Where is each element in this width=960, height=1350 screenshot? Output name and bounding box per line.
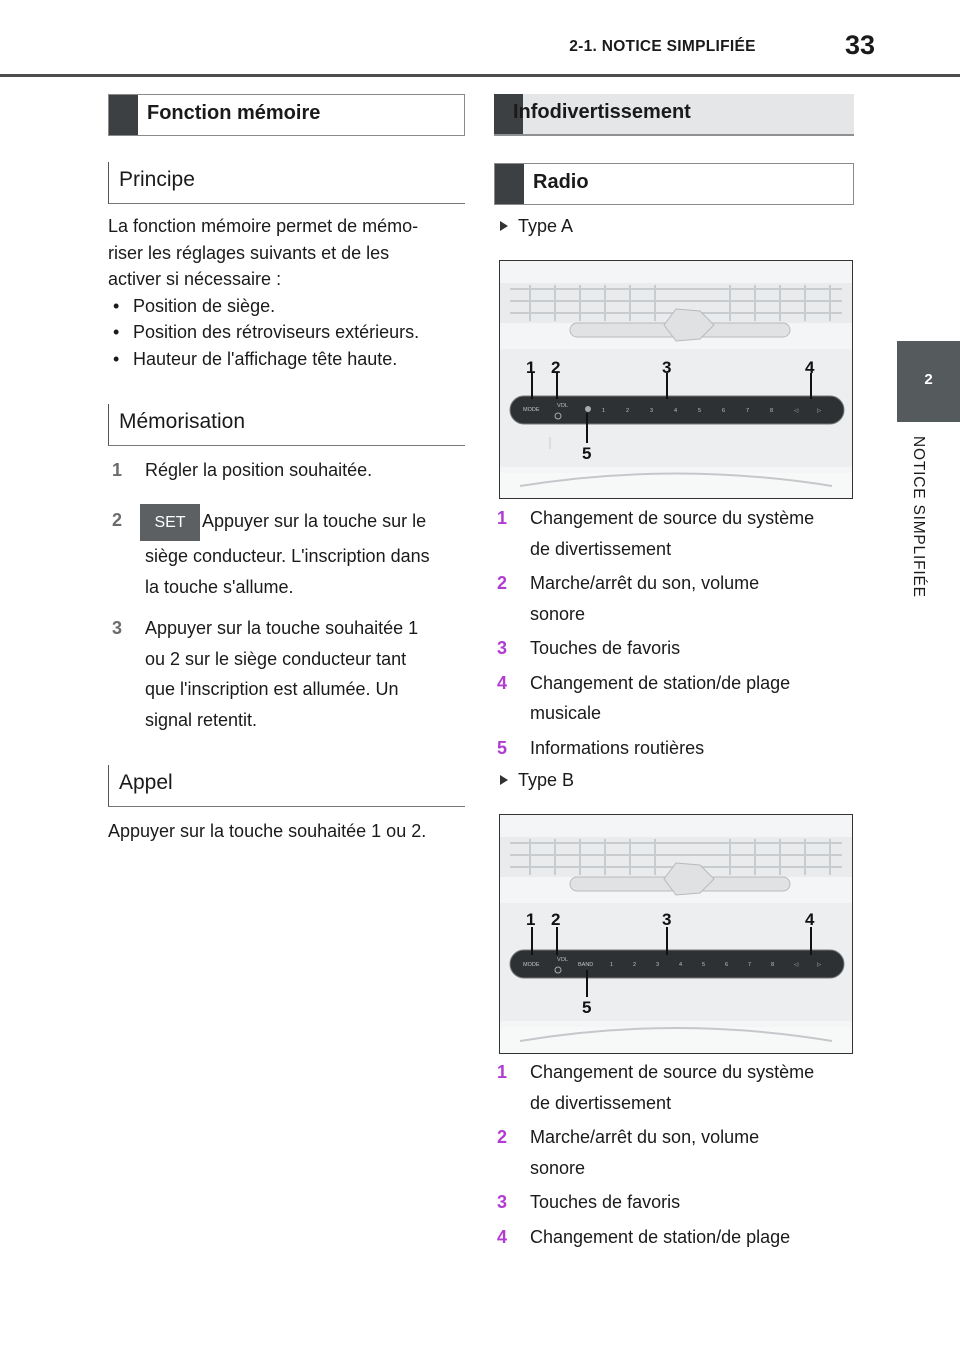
svg-text:3: 3 [656,962,660,968]
type-label-text: Type A [518,216,574,236]
svg-text:◁: ◁ [794,962,799,968]
step-1 [112,455,462,486]
svg-text:2: 2 [633,962,637,968]
triangle-bullet-icon [500,775,508,785]
legend-text: Touches de favoris [530,1192,681,1212]
text-line: activer si nécessaire : [108,269,282,289]
legend-item [497,568,857,629]
step-text: Appuyer sur la touche souhaitée 1 [145,618,419,638]
svg-text:2: 2 [626,408,630,414]
svg-text:3: 3 [662,358,672,377]
svg-text:2: 2 [551,358,561,377]
bullet-item: • Position de siège. [108,293,468,320]
type-b-label [497,770,574,791]
svg-text:1: 1 [526,358,536,377]
section-heading-radio [494,163,854,205]
svg-text:8: 8 [770,408,774,414]
svg-text:MODE: MODE [523,962,540,968]
legend-item [497,503,857,564]
radio-panel-illustration [500,815,852,1053]
bullet-item: • Hauteur de l'affichage tête haute. [108,346,468,373]
heading-bar [495,164,524,204]
legend-text: Changement de station/de plage [530,1226,791,1247]
legend-item [497,733,857,764]
legend-text: Marche/arrêt du son, volume [530,573,760,593]
header-rule [0,74,960,77]
svg-text:4: 4 [805,358,815,377]
set-key-icon: SET [140,504,200,541]
section-heading-infotainment [494,94,854,136]
svg-text:5: 5 [702,962,706,968]
svg-text:3: 3 [662,910,672,929]
svg-text:6: 6 [722,408,726,414]
step-number: 1 [112,460,123,480]
svg-text:2: 2 [551,910,561,929]
svg-text:1: 1 [610,962,614,968]
legend-item [497,1187,857,1218]
subheading-memorisation [108,404,465,446]
legend-number: 3 [497,1192,508,1212]
step-text: Appuyer sur la touche sur le [202,511,427,531]
svg-text:3: 3 [650,408,654,414]
legend-item [497,1222,857,1253]
svg-text:6: 6 [725,962,729,968]
svg-text:4: 4 [679,962,683,968]
section-heading-memory [108,94,465,136]
legend-text: Informations routières [530,737,705,758]
legend-text: Changement de source du système [530,1062,815,1082]
subheading-label: Principe [119,168,195,191]
subheading-principe [108,162,465,204]
step-number: 2 [112,510,123,530]
radio-panel-figure-a [499,260,853,499]
legend-list-a [497,503,857,767]
legend-item [497,1122,857,1183]
legend-text: sonore [530,603,586,624]
legend-item [497,633,857,664]
legend-text: Marche/arrêt du son, volume [530,1127,760,1147]
svg-text:5: 5 [698,408,702,414]
legend-number: 1 [497,1062,508,1082]
type-label-text: Type B [518,770,575,790]
legend-item [497,668,857,729]
step-text: la touche s'allume. [145,576,294,597]
subheading-appel [108,765,465,807]
legend-number: 2 [497,1127,508,1147]
heading-bar [109,95,138,135]
svg-text:7: 7 [746,408,750,414]
svg-text:5: 5 [582,444,592,463]
legend-number: 4 [497,1226,508,1247]
legend-text: de divertissement [530,1092,672,1113]
type-a-label [497,216,573,237]
principe-text [108,213,468,372]
step-number: 3 [112,618,123,638]
legend-text: Changement de station/de plage [530,672,791,693]
running-header: 2-1. NOTICE SIMPLIFIÉE [569,38,756,55]
legend-text: Changement de source du système [530,508,815,528]
bullet-list [108,293,468,373]
legend-text: sonore [530,1157,586,1178]
svg-text:7: 7 [748,962,752,968]
legend-text: de divertissement [530,538,672,559]
legend-number: 3 [497,638,508,658]
legend-number: 2 [497,573,508,593]
subheading-label: Appel [119,771,173,794]
svg-text:5: 5 [582,998,592,1017]
page-number: 33 [844,30,876,60]
svg-text:1: 1 [602,408,606,414]
svg-text:VOL: VOL [557,957,569,963]
legend-number: 1 [497,508,508,528]
svg-text:◁: ◁ [794,408,799,414]
legend-text: Touches de favoris [530,638,681,658]
appel-text: Appuyer sur la touche souhaitée 1 ou 2. [108,821,427,841]
chapter-tab: 2 [897,341,960,422]
svg-text:▷: ▷ [817,408,822,414]
legend-text: musicale [530,703,602,723]
step-2 [112,501,467,602]
legend-number: 4 [497,672,508,693]
legend-item [497,1057,857,1118]
step-text: ou 2 sur le siège conducteur tant [145,648,407,669]
text-line: La fonction mémoire permet de mémo- [108,216,419,236]
step-text-first [112,501,467,541]
step-text: signal retentit. [145,709,258,730]
svg-text:MODE: MODE [523,407,540,413]
radio-panel-illustration [500,261,852,498]
triangle-bullet-icon [500,221,508,231]
legend-number: 5 [497,737,508,758]
step-3 [112,613,467,735]
bullet-item: • Position des rétroviseurs extérieurs. [108,319,468,346]
subheading-label: Mémorisation [119,410,246,433]
legend-list-b [497,1057,857,1256]
radio-panel-figure-b [499,814,853,1054]
svg-text:1: 1 [526,910,536,929]
step-text: Régler la position souhaitée. [145,460,373,480]
section-heading-label: Infodivertissement [513,101,691,123]
step-text: siège conducteur. L'inscription dans [145,546,430,566]
svg-text:4: 4 [674,408,678,414]
step-text: que l'inscription est allumée. Un [145,679,399,699]
svg-text:8: 8 [771,962,775,968]
chapter-tab-label: NOTICE SIMPLIFIÉE [910,436,927,598]
svg-text:4: 4 [805,910,815,929]
section-heading-label: Radio [533,171,589,193]
svg-text:▷: ▷ [817,962,822,968]
svg-text:BAND: BAND [578,962,594,968]
text-line: riser les réglages suivants et de les [108,242,390,263]
section-heading-label: Fonction mémoire [147,102,321,124]
svg-text:VOL: VOL [557,403,569,409]
